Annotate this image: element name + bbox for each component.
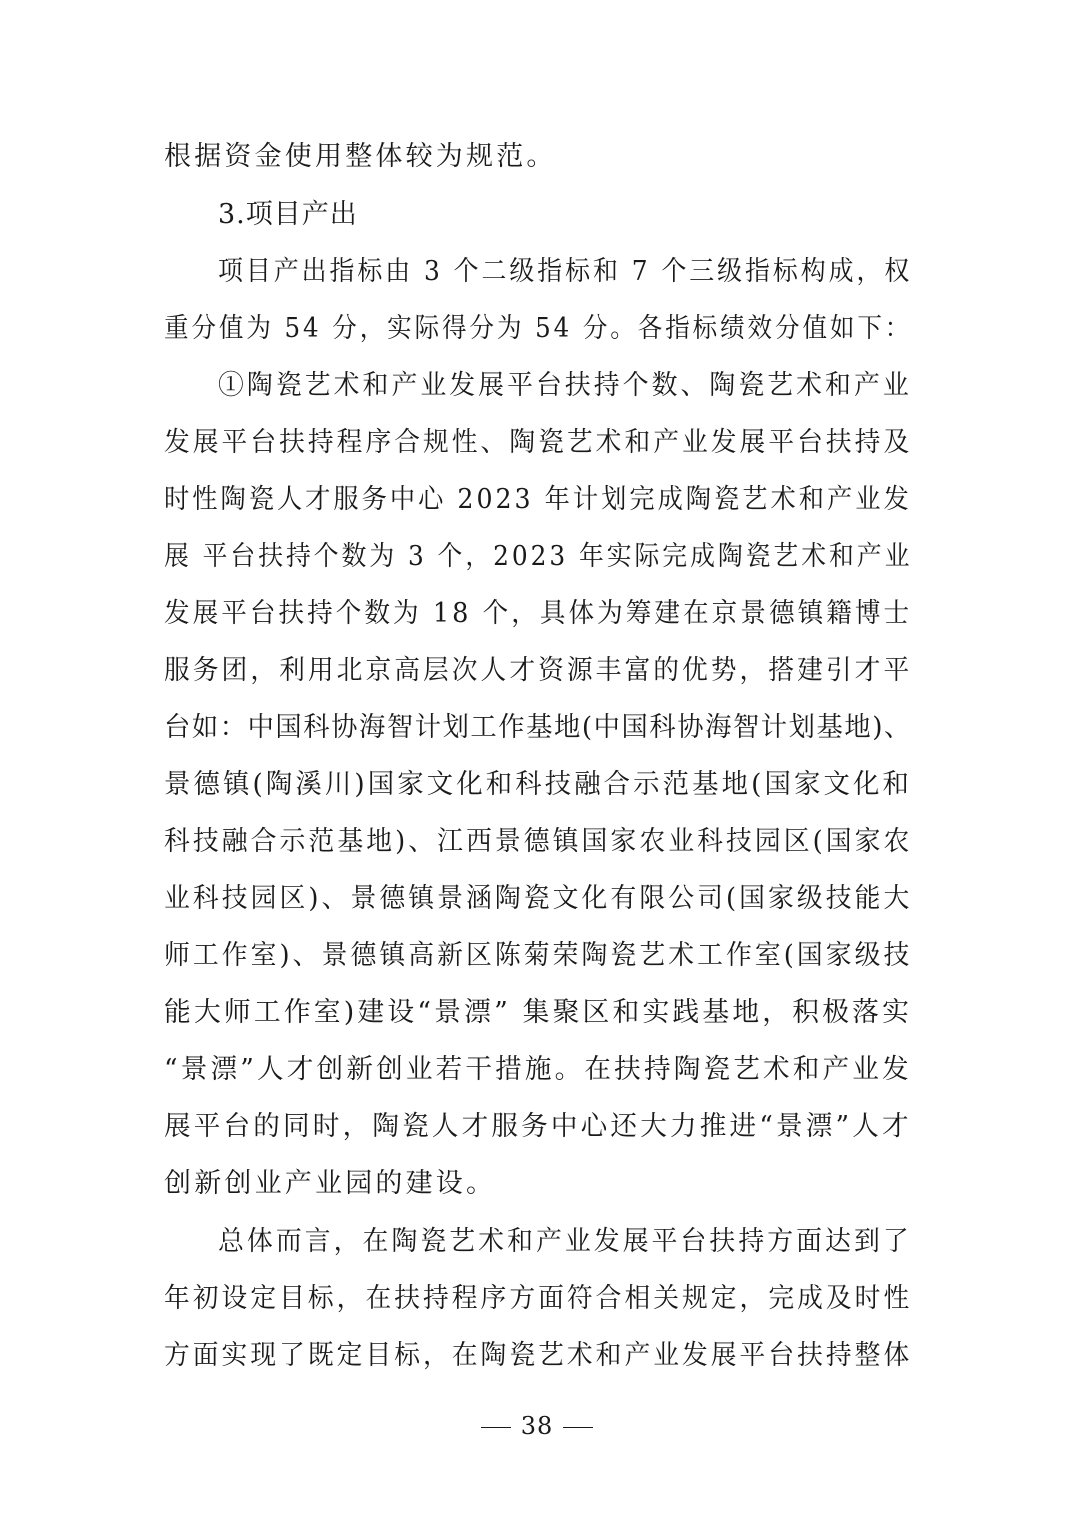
body-text-line: “景漂”人才创新创业若干措施。在扶持陶瓷艺术和产业发 [164,1054,912,1085]
body-text-line: 师工作室)、景德镇高新区陈菊荣陶瓷艺术工作室(国家级技 [164,940,913,971]
section-heading: 3.项目产出 [218,199,358,230]
body-text-line: 服务团，利用北京高层次人才资源丰富的优势，搭建引才平 [164,655,913,686]
body-text-line: 时性陶瓷人才服务中心 2023 年计划完成陶瓷艺术和产业发 [164,484,912,515]
body-text-line: 发展平台扶持个数为 18 个，具体为筹建在京景德镇籍博士 [164,598,913,629]
body-text-line: 根据资金使用整体较为规范。 [164,141,557,172]
dash-right [563,1427,593,1428]
body-text-line: 重分值为 54 分，实际得分为 54 分。各指标绩效分值如下： [164,313,913,344]
body-text-line: 业科技园区)、景德镇景涵陶瓷文化有限公司(国家级技能大 [164,883,913,914]
body-text-line: 科技融合示范基地)、江西景德镇国家农业科技园区(国家农 [164,826,913,857]
body-text-line: 项目产出指标由 3 个二级指标和 7 个三级指标构成，权 [218,256,913,287]
body-text-line: 展 平台扶持个数为 3 个，2023 年实际完成陶瓷艺术和产业 [164,541,913,572]
body-text-line: 创新创业产业园的建设。 [164,1168,497,1199]
body-text-line: 总体而言，在陶瓷艺术和产业发展平台扶持方面达到了 [218,1226,912,1257]
page-number-value: 38 [520,1412,554,1440]
body-text-line: 方面实现了既定目标，在陶瓷艺术和产业发展平台扶持整体 [164,1340,913,1371]
body-text-line: 能大师工作室)建设“景漂” 集聚区和实践基地，积极落实 [164,997,913,1028]
body-text-line: 景德镇(陶溪川)国家文化和科技融合示范基地(国家文化和 [164,769,912,800]
body-text-line: 发展平台扶持程序合规性、陶瓷艺术和产业发展平台扶持及 [164,427,913,458]
body-text-line: 年初设定目标，在扶持程序方面符合相关规定，完成及时性 [164,1283,913,1314]
dash-left [481,1427,511,1428]
body-text-line: 展平台的同时，陶瓷人才服务中心还大力推进“景漂”人才 [164,1111,912,1142]
body-text-line: ①陶瓷艺术和产业发展平台扶持个数、陶瓷艺术和产业 [218,370,912,401]
page-number [0,1411,1074,1441]
body-text-line: 台如：中国科协海智计划工作基地(中国科协海智计划基地)、 [164,712,912,743]
